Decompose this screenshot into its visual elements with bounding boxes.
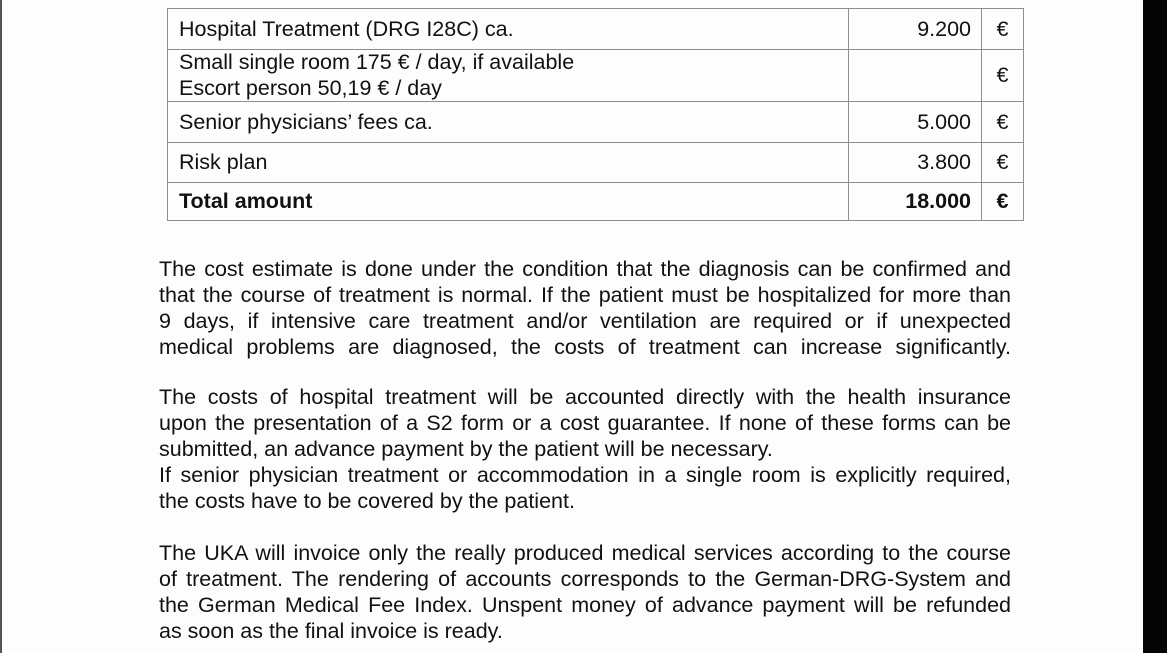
table-row (168, 102, 1024, 143)
row-amount: 9.200 (849, 9, 982, 50)
row-description: Senior physicians’ fees ca. (168, 102, 849, 143)
table-row (168, 143, 1024, 183)
row-currency: € (982, 9, 1024, 50)
row-amount (849, 50, 982, 102)
row-description: Hospital Treatment (DRG I28C) ca. (168, 9, 849, 50)
total-amount: 18.000 (849, 183, 982, 221)
row-description: Risk plan (168, 143, 849, 183)
row-currency: € (982, 143, 1024, 183)
total-currency: € (982, 183, 1024, 221)
paragraph-conditions: The cost estimate is done under the condition that the diagnosis can be confirmed and that the course of treatment is normal. If the patient must be hospitalized for more than 9 days, if intensive care treatment and/or ventilation are required or if unexpected medical problems are diagnosed, the costs of treatment can increase significantly. (159, 257, 1011, 359)
table-row (168, 50, 1024, 102)
table-row (168, 9, 1024, 50)
row-currency: € (982, 50, 1024, 102)
total-row (168, 183, 1024, 221)
paragraph-invoice: The UKA will invoice only the really produced medical services according to the course of treatment. The rendering of accounts corresponds to the German-DRG-System and the German Medical Fee Index. Unspent money of advance payment will be refunded as soon as the final invoice is ready. (159, 541, 1011, 643)
cost-estimate-table (167, 8, 1024, 221)
row-amount: 5.000 (849, 102, 982, 143)
total-label: Total amount (168, 183, 849, 221)
paragraph-billing: The costs of hospital treatment will be accounted directly with the health insurance upon the presentation of a S2 form or a cost guarantee. If none of these forms can be submitted, an advance payment by the patient will be necessary. If senior physician treatment or accommodation in a single room is explicitly required, the costs have to be covered by the patient. (159, 385, 1011, 513)
row-description: Small single room 175 € / day, if available Escort person 50,19 € / day (168, 50, 849, 102)
scrollbar[interactable] (1143, 0, 1167, 653)
row-currency: € (982, 102, 1024, 143)
row-amount: 3.800 (849, 143, 982, 183)
